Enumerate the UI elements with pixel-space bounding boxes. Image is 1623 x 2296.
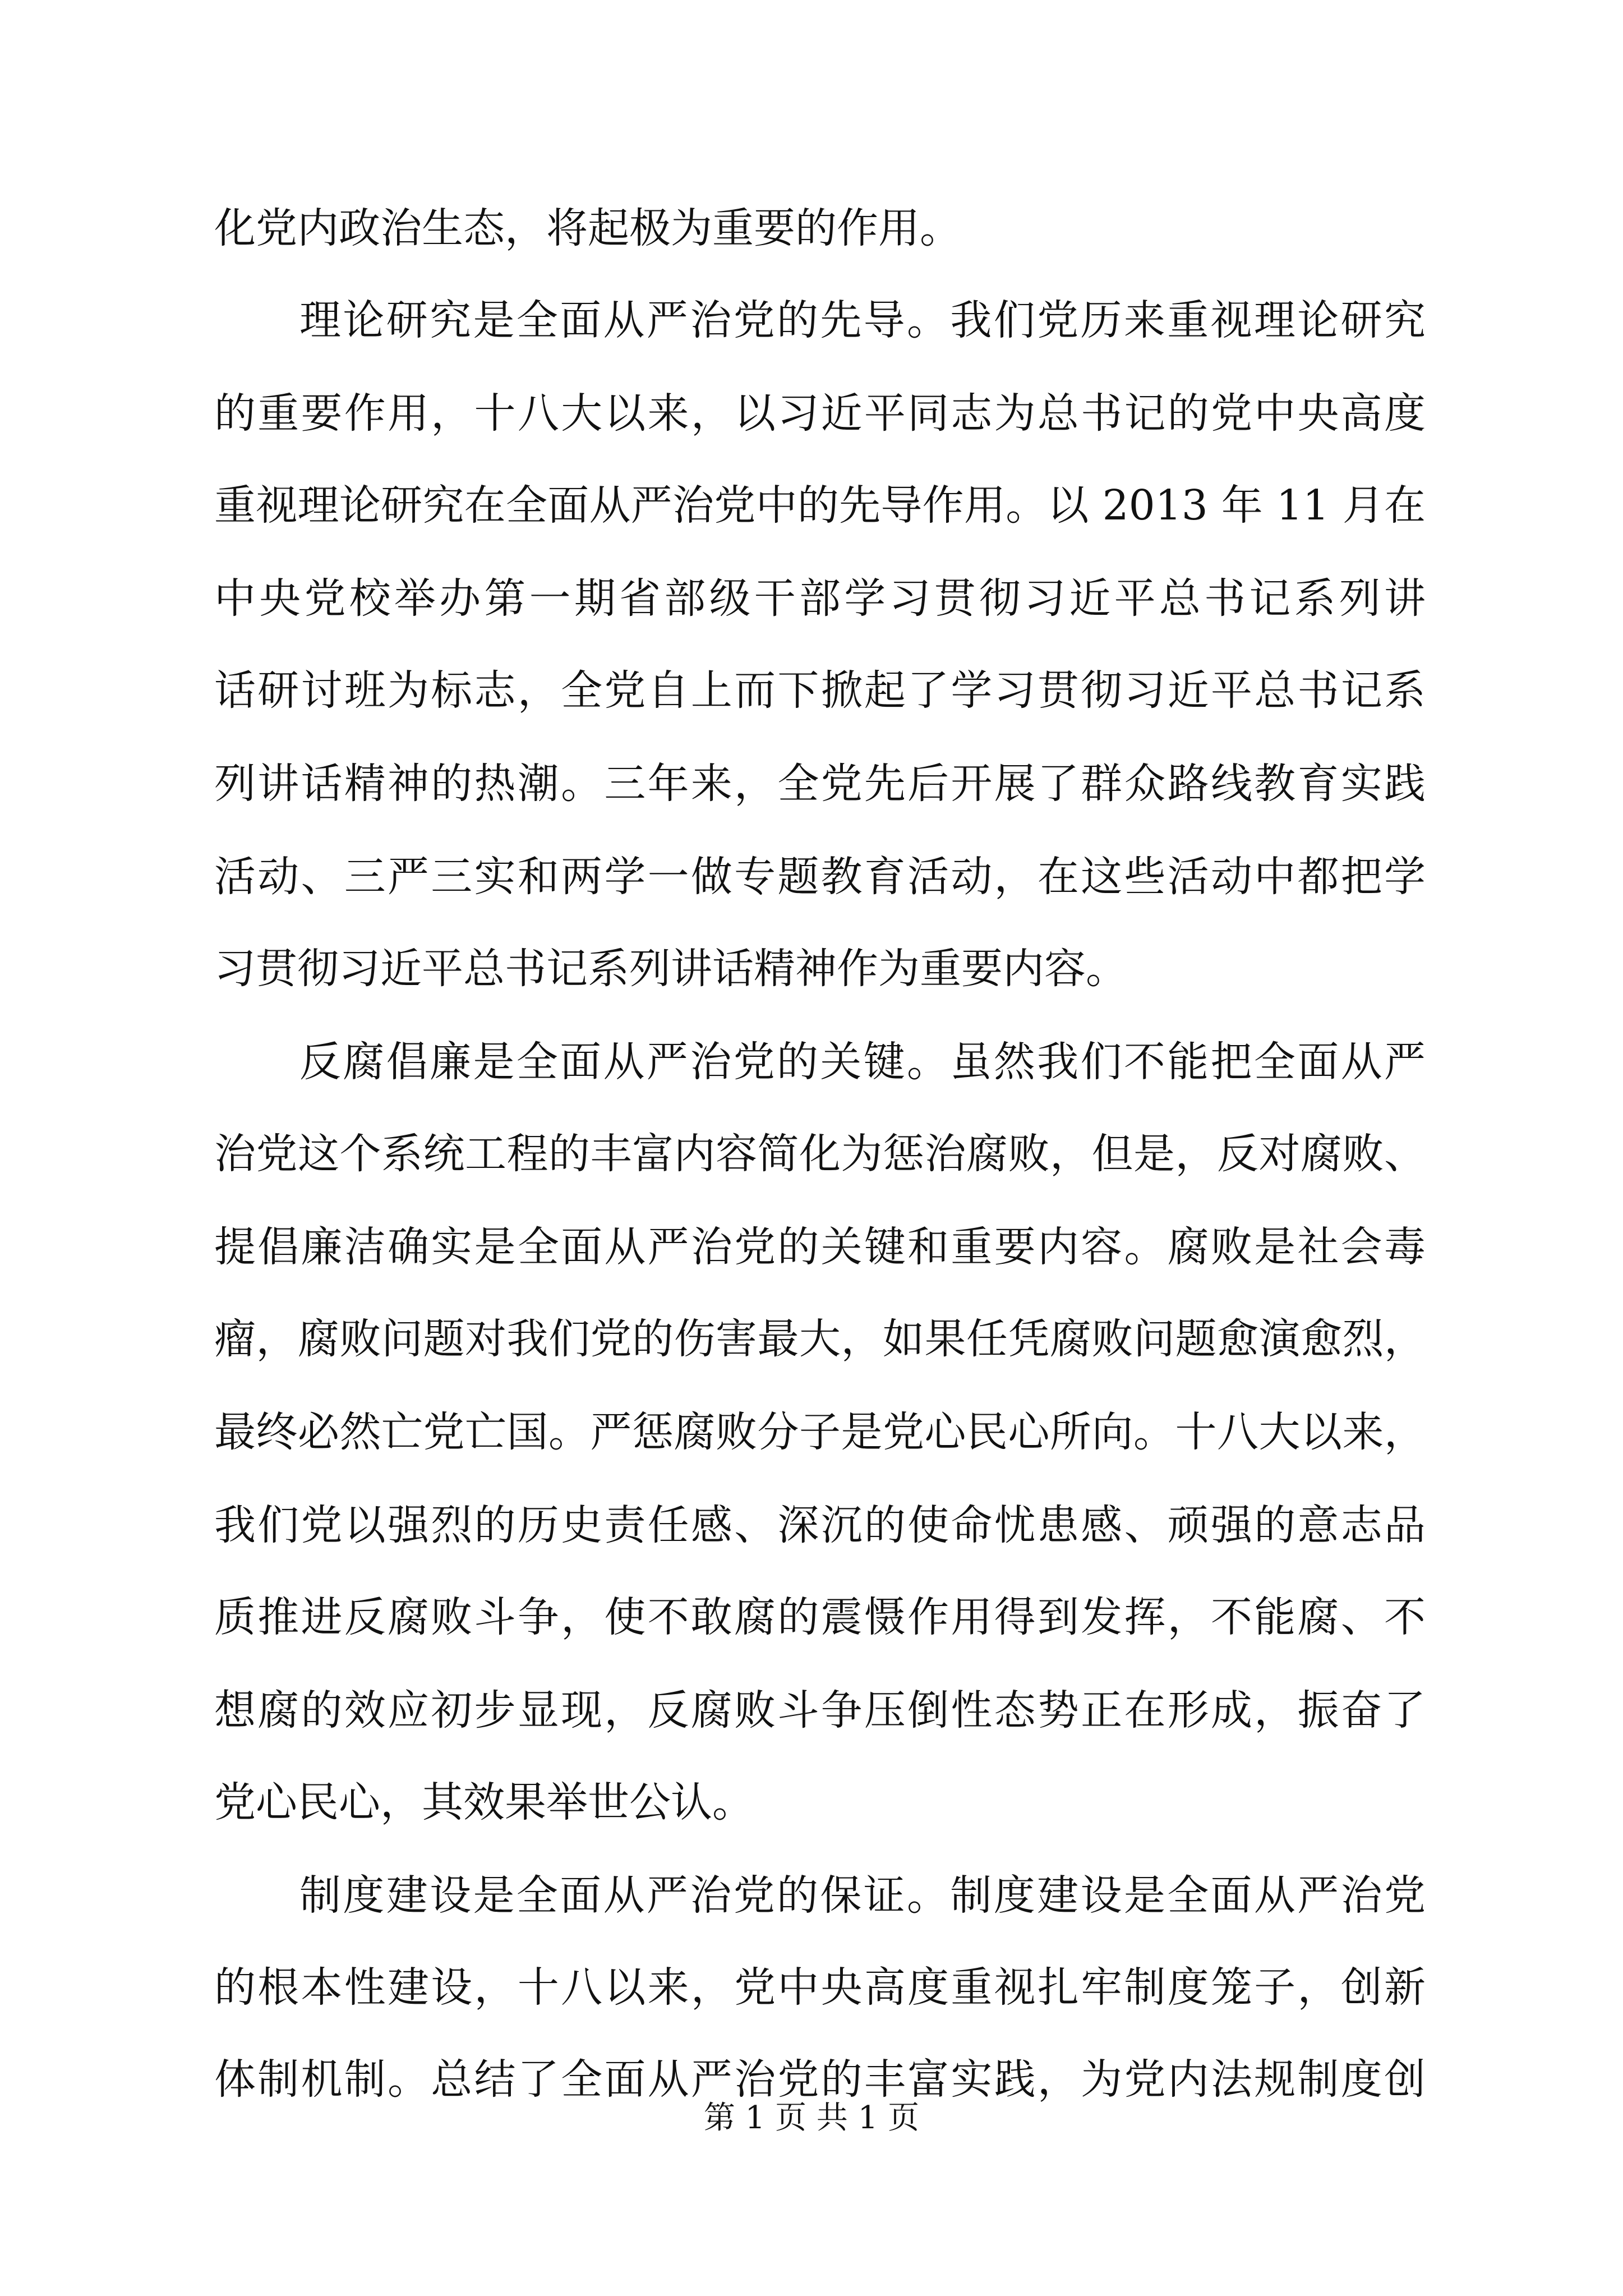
paragraph-line: 反腐倡廉是全面从严治党的关键。虽然我们不能把全面从严 [299, 1038, 1426, 1086]
page-footer: 第 1 页 共 1 页 [703, 2100, 920, 2136]
paragraph-line: 想腐的效应初步显现，反腐败斗争压倒性态势正在形成，振奋了 [214, 1686, 1426, 1734]
paragraph-line: 治党这个系统工程的丰富内容简化为惩治腐败，但是，反对腐败、 [214, 1130, 1426, 1178]
paragraph-line: 党心民心，其效果举世公认。 [214, 1778, 754, 1826]
paragraph-line: 活动、三严三实和两学一做专题教育活动，在这些活动中都把学 [214, 853, 1426, 901]
paragraph-line: 提倡廉洁确实是全面从严治党的关键和重要内容。腐败是社会毒 [214, 1223, 1426, 1271]
paragraph-line: 的重要作用，十八大以来，以习近平同志为总书记的党中央高度 [214, 389, 1426, 438]
paragraph-line: 列讲话精神的热潮。三年来，全党先后开展了群众路线教育实践 [214, 760, 1426, 808]
paragraph-line: 制度建设是全面从严治党的保证。制度建设是全面从严治党 [299, 1871, 1426, 1920]
paragraph-line: 质推进反腐败斗争，使不敢腐的震慑作用得到发挥，不能腐、不 [214, 1593, 1426, 1641]
paragraph-line: 最终必然亡党亡国。严惩腐败分子是党心民心所向。十八大以来， [214, 1408, 1426, 1456]
paragraph-line: 体制机制。总结了全面从严治党的丰富实践，为党内法规制度创 [214, 2055, 1426, 2104]
paragraph-line: 重视理论研究在全面从严治党中的先导作用。以 2013 年 11 月在 [214, 481, 1426, 530]
paragraph-line: 的根本性建设，十八以来，党中央高度重视扎牢制度笼子，创新 [214, 1963, 1426, 2012]
paragraph-line: 理论研究是全面从严治党的先导。我们党历来重视理论研究 [299, 296, 1426, 344]
paragraph-line: 话研讨班为标志，全党自上而下掀起了学习贯彻习近平总书记系 [214, 666, 1426, 715]
paragraph-line: 我们党以强烈的历史责任感、深沉的使命忧患感、顽强的意志品 [214, 1501, 1426, 1549]
paragraph-line: 中央党校举办第一期省部级干部学习贯彻习近平总书记系列讲 [214, 574, 1426, 623]
paragraph-line: 习贯彻习近平总书记系列讲话精神作为重要内容。 [214, 945, 1127, 993]
paragraph-line: 瘤，腐败问题对我们党的伤害最大，如果任凭腐败问题愈演愈烈， [214, 1315, 1426, 1363]
paragraph-line: 化党内政治生态，将起极为重要的作用。 [214, 204, 961, 252]
